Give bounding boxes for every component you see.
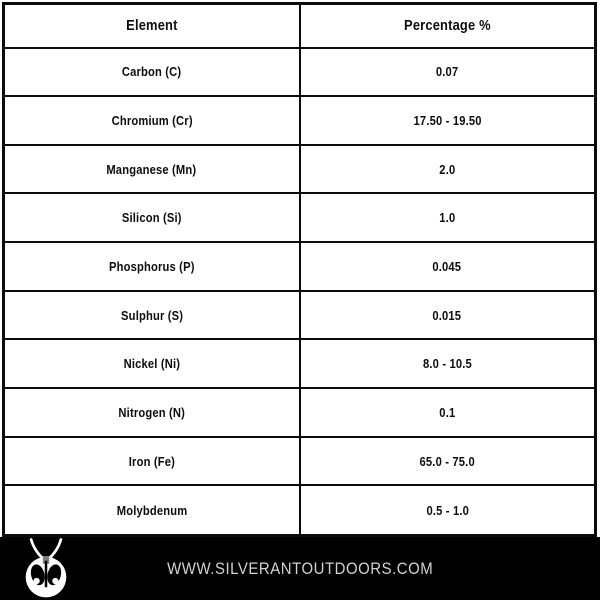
percentage-cell xyxy=(300,145,596,194)
percentage-cell xyxy=(300,48,596,97)
element-cell xyxy=(4,485,300,535)
table-row xyxy=(4,437,596,486)
percentage-cell xyxy=(300,291,596,340)
percentage-cell xyxy=(300,96,596,145)
composition-table xyxy=(2,2,597,537)
element-cell xyxy=(4,291,300,340)
element-value: Nickel (Ni) xyxy=(123,356,181,372)
percentage-value: 0.045 xyxy=(432,258,462,274)
element-value: Iron (Fe) xyxy=(128,453,175,469)
percentage-value: 0.015 xyxy=(432,307,462,323)
table-row xyxy=(4,242,596,291)
table-row xyxy=(4,145,596,194)
footer-bar xyxy=(0,537,600,600)
percentage-cell xyxy=(300,485,596,535)
column-header-percentage xyxy=(300,4,596,48)
percentage-value: 1.0 xyxy=(439,210,456,226)
percentage-cell xyxy=(300,242,596,291)
element-cell xyxy=(4,193,300,242)
percentage-value: 0.1 xyxy=(439,404,456,420)
element-cell xyxy=(4,96,300,145)
column-header-percentage-label: Percentage % xyxy=(403,17,491,35)
element-cell xyxy=(4,388,300,437)
table-row xyxy=(4,96,596,145)
table-row xyxy=(4,193,596,242)
element-cell xyxy=(4,48,300,97)
element-cell xyxy=(4,437,300,486)
table-row xyxy=(4,339,596,388)
percentage-cell xyxy=(300,339,596,388)
percentage-cell xyxy=(300,388,596,437)
element-value: Sulphur (S) xyxy=(120,307,183,323)
percentage-cell xyxy=(300,437,596,486)
element-cell xyxy=(4,145,300,194)
header-row xyxy=(4,4,596,48)
percentage-cell xyxy=(300,193,596,242)
table-header xyxy=(4,4,596,48)
table-row xyxy=(4,48,596,97)
element-value: Silicon (Si) xyxy=(121,210,182,226)
percentage-value: 0.07 xyxy=(436,64,459,80)
silverant-ant-head-logo-icon xyxy=(21,538,71,599)
percentage-value: 17.50 - 19.50 xyxy=(413,112,482,128)
element-cell xyxy=(4,339,300,388)
table-body xyxy=(4,48,596,536)
element-value: Phosphorus (P) xyxy=(108,258,195,274)
element-value: Manganese (Mn) xyxy=(106,161,197,177)
table-row xyxy=(4,291,596,340)
percentage-value: 65.0 - 75.0 xyxy=(419,453,475,469)
footer-website-text: WWW.SILVERANTOUTDOORS.COM xyxy=(166,558,434,578)
column-header-element xyxy=(4,4,300,48)
element-value: Nitrogen (N) xyxy=(118,404,186,420)
element-value: Chromium (Cr) xyxy=(111,112,193,128)
table-row xyxy=(4,485,596,535)
percentage-value: 2.0 xyxy=(439,161,456,177)
percentage-value: 0.5 - 1.0 xyxy=(425,502,469,518)
table-row xyxy=(4,388,596,437)
element-value: Carbon (C) xyxy=(121,64,182,80)
element-value: Molybdenum xyxy=(116,502,188,518)
column-header-element-label: Element xyxy=(126,17,178,35)
element-cell xyxy=(4,242,300,291)
percentage-value: 8.0 - 10.5 xyxy=(422,356,472,372)
